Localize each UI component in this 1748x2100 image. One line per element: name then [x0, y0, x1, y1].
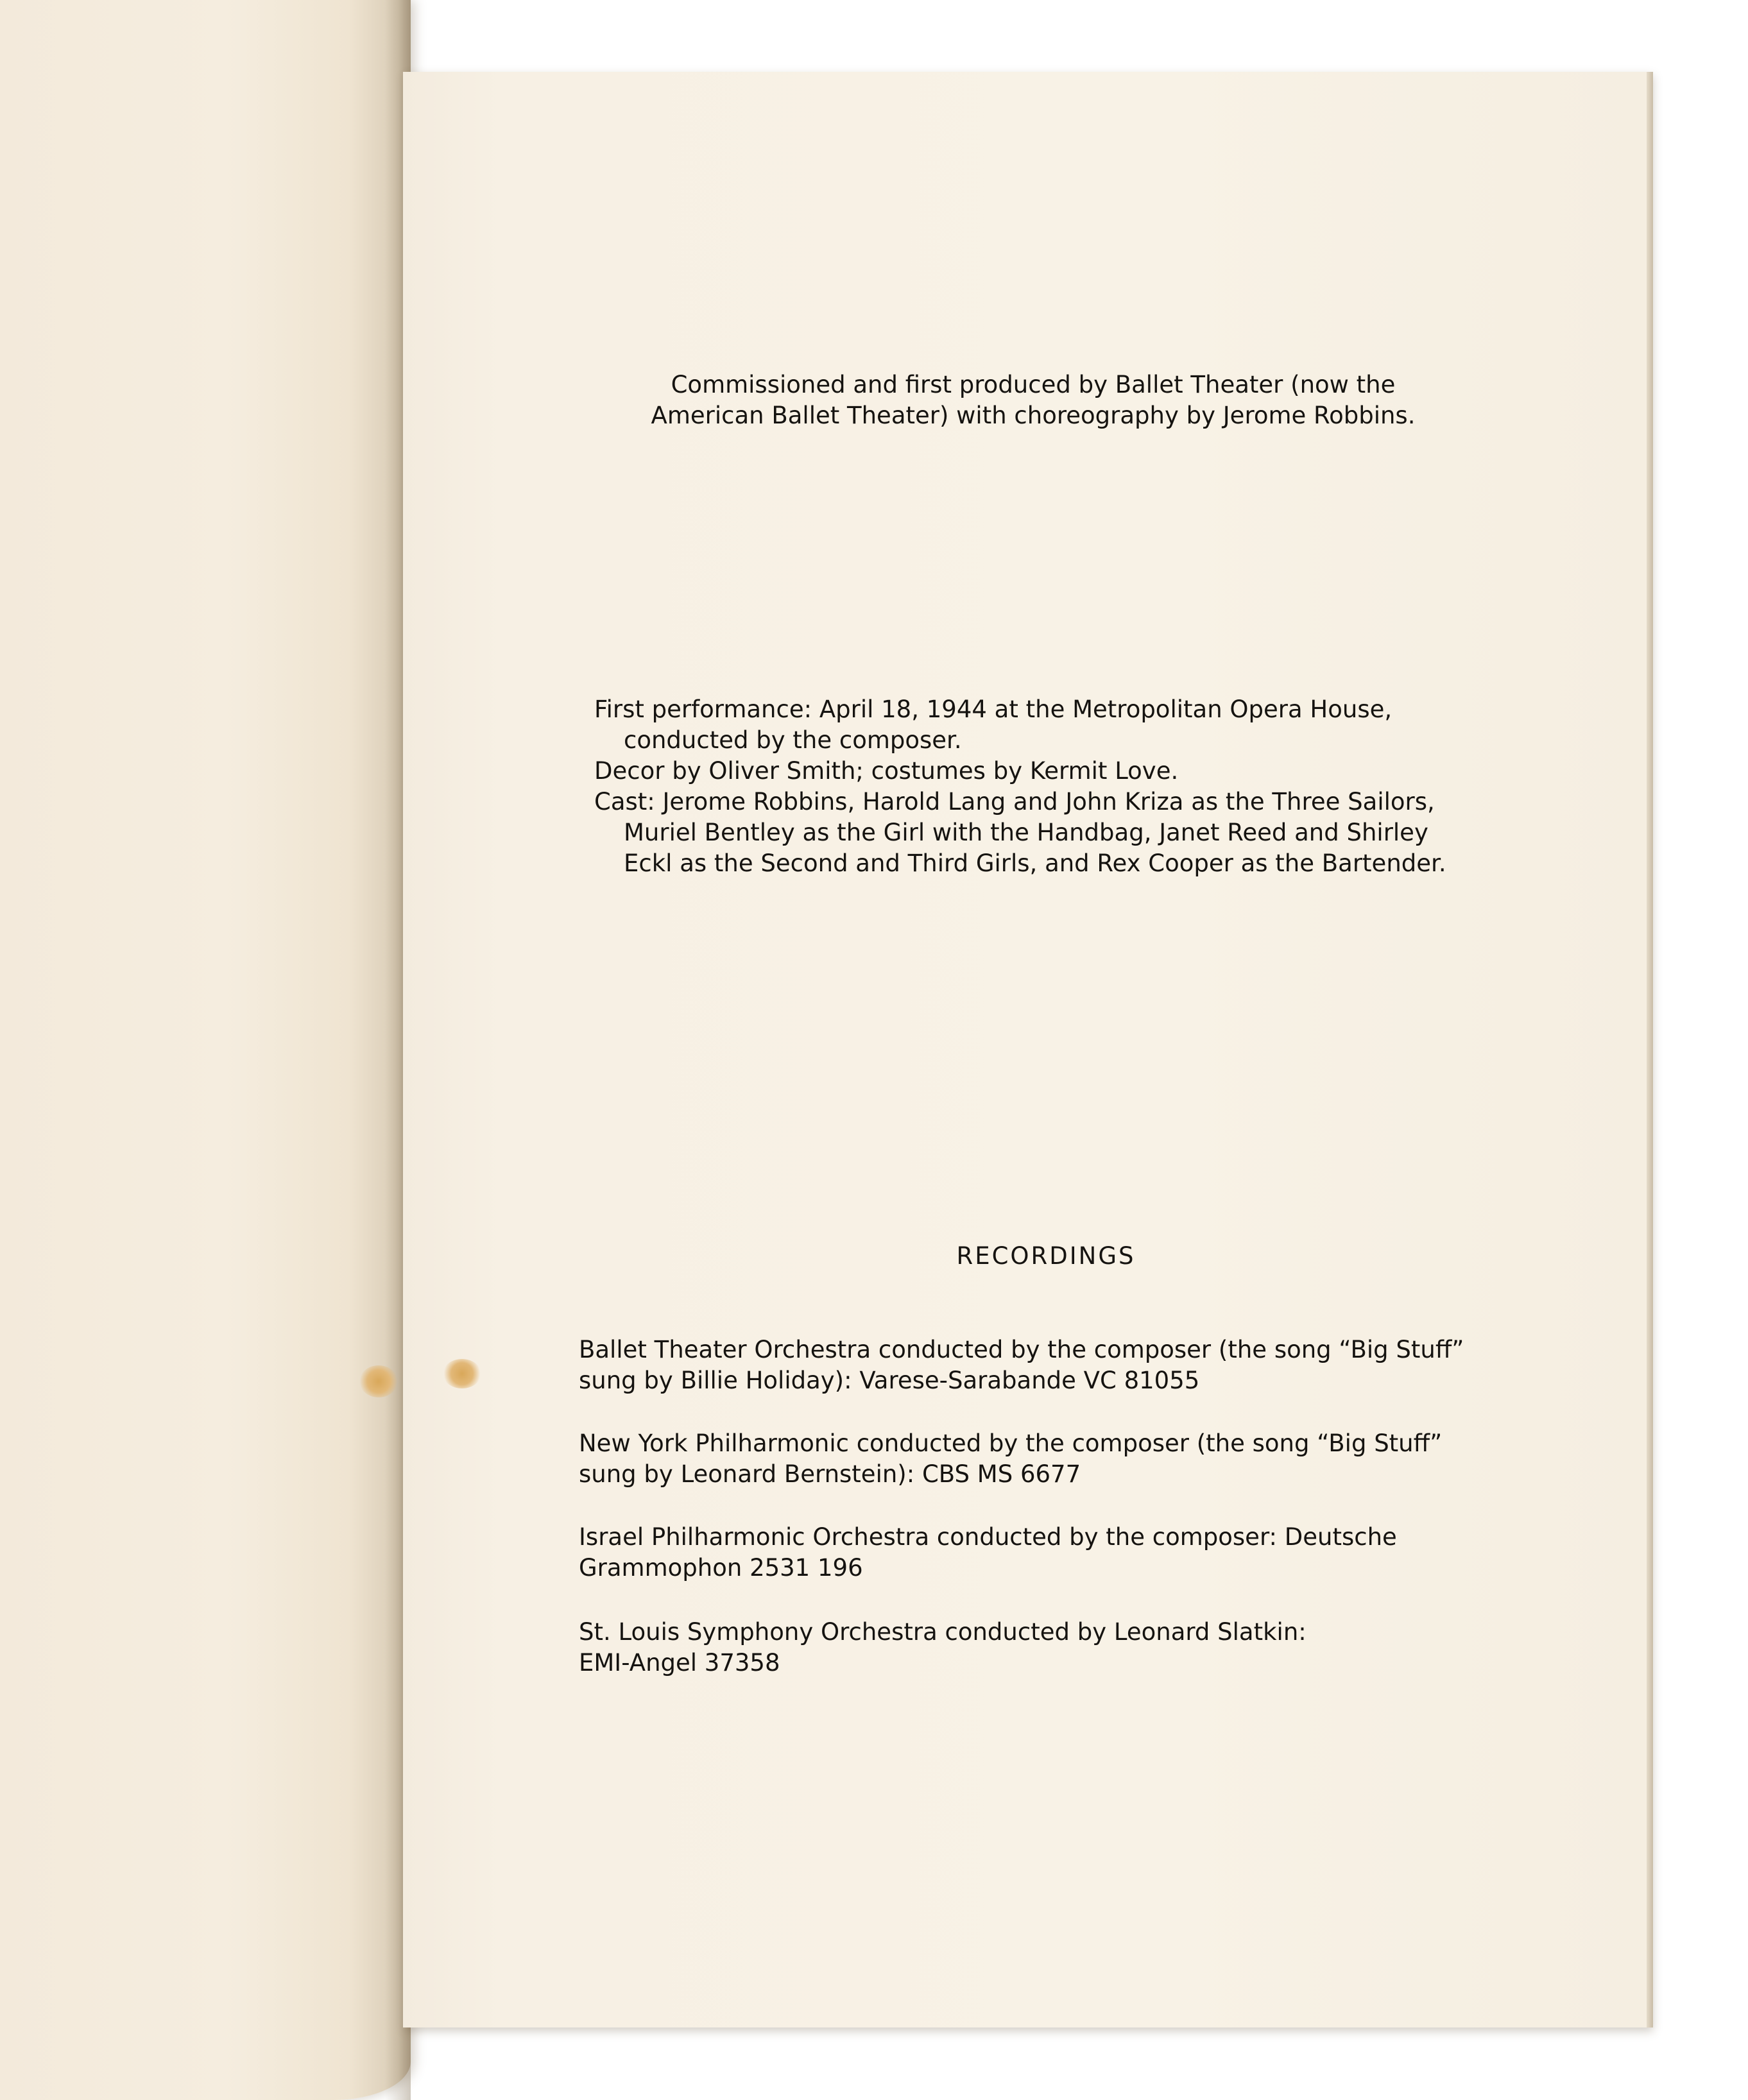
recording-line: Grammophon 2531 196	[579, 1554, 863, 1582]
cast-line: Cast: Jerome Robbins, Harold Lang and John Kriza as the Three Sailors,	[594, 788, 1435, 815]
recording-line: sung by Leonard Bernstein): CBS MS 6677	[579, 1460, 1081, 1488]
cast-line: Muriel Bentley as the Girl with the Handbag, Janet Reed and Shirley	[624, 819, 1428, 846]
right-page	[403, 72, 1650, 2027]
recording-line: Ballet Theater Orchestra conducted by the composer (the song “Big Stuff”	[579, 1336, 1464, 1363]
recording-line: New York Philharmonic conducted by the composer (the song “Big Stuff”	[579, 1430, 1443, 1457]
commission-line: American Ballet Theater) with choreography by Jerome Robbins.	[651, 402, 1416, 429]
decor-line: Decor by Oliver Smith; costumes by Kermit Love.	[594, 757, 1179, 785]
performance-details	[594, 694, 1446, 879]
foxing-stain	[359, 1365, 398, 1397]
page-edge	[1647, 72, 1653, 2027]
recording-entry	[579, 1428, 1442, 1490]
commission-note	[629, 370, 1437, 431]
cast-line: Eckl as the Second and Third Girls, and Rex Cooper as the Bartender.	[624, 849, 1446, 877]
recording-line: St. Louis Symphony Orchestra conducted by Leonard Slatkin:	[579, 1618, 1307, 1646]
recordings-heading: RECORDINGS	[956, 1242, 1136, 1270]
recording-entry	[579, 1335, 1464, 1396]
left-page	[0, 0, 411, 2100]
recording-line: sung by Billie Holiday): Varese-Sarabande VC 81055	[579, 1367, 1200, 1394]
first-performance-line: conducted by the composer.	[624, 726, 962, 754]
recording-entry	[579, 1522, 1397, 1584]
commission-line: Commissioned and first produced by Ballet Theater (now the	[671, 371, 1396, 398]
recording-entry	[579, 1617, 1307, 1678]
recording-line: EMI-Angel 37358	[579, 1649, 780, 1677]
recording-line: Israel Philharmonic Orchestra conducted by the composer: Deutsche	[579, 1523, 1397, 1551]
first-performance-line: First performance: April 18, 1944 at the Metropolitan Opera House,	[594, 696, 1392, 723]
foxing-stain	[443, 1359, 481, 1388]
